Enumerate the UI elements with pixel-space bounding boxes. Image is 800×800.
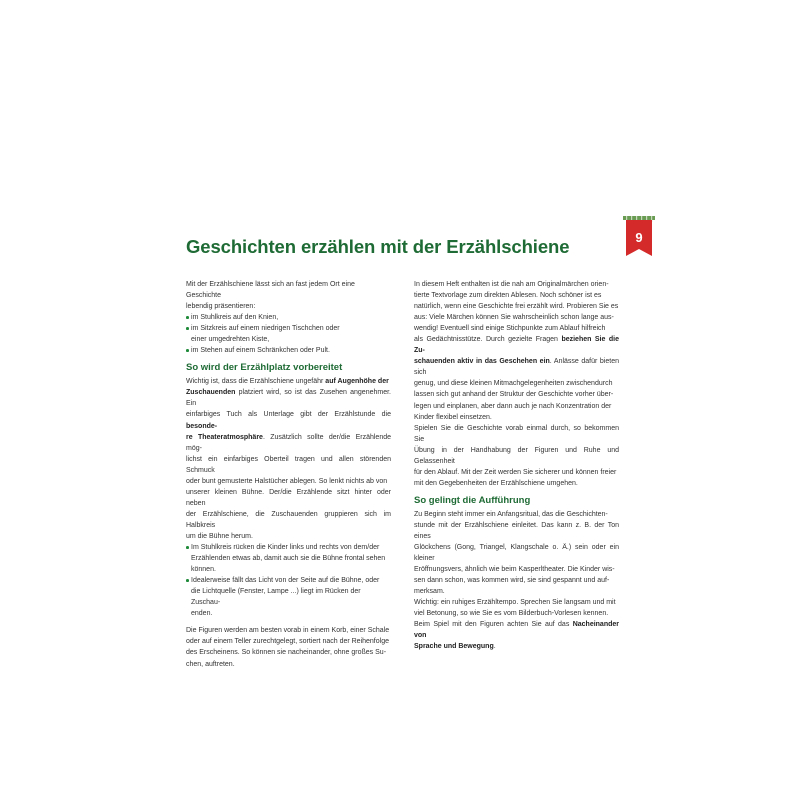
- bold-text: schauenden aktiv in das Geschehen ein: [414, 358, 550, 366]
- text-line: der Erzählschiene, die Zuschauenden gruppieren sich im Halbkreis: [186, 510, 391, 529]
- bold-text: Nacheinander von: [414, 621, 619, 640]
- section-heading: So wird der Erzählplatz vorbereitet: [186, 362, 343, 374]
- text-line: oder bunt gemusterte Halstücher ablegen. So lenkt nichts ab von: [186, 477, 388, 485]
- bold-text: besonde-: [186, 422, 218, 430]
- text-span: .: [493, 643, 496, 651]
- text-line: Im Stuhlkreis rücken die Kinder links und rechts von dem/der: [191, 544, 380, 552]
- text-span: einfarbiges Tuch als Unterlage gibt der Erzählstunde die: [186, 411, 391, 419]
- text-line: lassen sich gut anhand der Struktur der Geschichte vorher über-: [414, 391, 614, 399]
- body-paragraph: [186, 625, 391, 669]
- text-line: aus: Viele Märchen können Sie wahrscheinlich schon lange aus-: [414, 314, 614, 322]
- text-line: enden.: [191, 610, 213, 618]
- list-item: im Stuhlkreis auf den Knien,: [186, 312, 391, 323]
- text-line: um die Bühne herum.: [186, 532, 253, 540]
- intro-paragraph: [186, 279, 391, 312]
- text-line: Wichtig: ein ruhiges Erzähltempo. Sprechen Sie langsam und mit: [414, 599, 616, 607]
- text-line: In diesem Heft enthalten ist die nah am Originalmärchen orien-: [414, 281, 609, 288]
- body-paragraph: [414, 279, 619, 489]
- list-item-continuation: einer umgedrehten Kiste,: [191, 336, 270, 344]
- text-line: mit den Gegebenheiten der Erzählschiene umgehen.: [414, 479, 578, 487]
- text-line: legen und einplanen, aber dann auch je nach Konzentration der: [414, 402, 612, 410]
- text-line: für den Ablauf. Mit der Zeit werden Sie sicherer und können freier: [414, 468, 617, 476]
- text-line: Mit der Erzählschiene lässt sich an fast jedem Ort eine Geschichte: [186, 281, 355, 300]
- text-line: viel Betonung, so wie Sie es vom Bilderbuch-Vorlesen kennen.: [414, 610, 609, 618]
- text-line: genug, und diese kleinen Mitmachgelegenheiten zwischendurch: [414, 380, 613, 388]
- text-line: Glöckchens (Gong, Triangel, Klangschale o. Ä.) sein oder ein kleiner: [414, 544, 619, 563]
- list-item: [186, 575, 391, 619]
- list-item: im Stehen auf einem Schränkchen oder Pult.: [186, 345, 391, 356]
- text-line: chen, auftreten.: [186, 660, 235, 668]
- text-line: Kinder flexibel einsetzen.: [414, 413, 492, 421]
- list-item: [186, 542, 391, 575]
- text-line: natürlich, wenn eine Geschichte frei erzählt wird. Probieren Sie es: [414, 303, 619, 311]
- text-line: tierte Textvorlage zum direkten Ablesen. Noch schöner ist es: [414, 292, 602, 300]
- left-column: [186, 279, 391, 670]
- bold-text: Zuschauenden: [186, 389, 236, 397]
- bold-text: Sprache und Bewegung: [414, 643, 494, 651]
- text-span: als Gedächtnisstütze. Durch gezielte Fragen: [414, 336, 562, 344]
- text-line: Übung in der Handhabung der Figuren und Ruhe und Gelassenheit: [414, 446, 619, 465]
- section-heading: So gelingt die Aufführung: [414, 494, 531, 506]
- page-number-badge: [623, 216, 655, 260]
- text-line: Eröffnungsvers, ähnlich wie beim Kasperltheater. Die Kinder wis-: [414, 566, 615, 574]
- right-column: [414, 279, 619, 653]
- body-paragraph: [186, 376, 391, 542]
- text-span: . Anlässe dafür bieten sich: [414, 358, 619, 377]
- text-line: wendig! Eventuell sind einige Stichpunkte zum Ablauf hilfreich: [414, 325, 606, 333]
- bold-text: re Theateratmosphäre: [186, 433, 263, 441]
- text-line: Die Figuren werden am besten vorab in einem Korb, einer Schale: [186, 627, 390, 635]
- setup-list: [186, 542, 391, 619]
- list-item: im Sitzkreis auf einem niedrigen Tischchen oder: [186, 323, 391, 334]
- body-paragraph: [414, 509, 619, 653]
- text-line: Erzählenden etwas ab, damit auch sie die Bühne frontal sehen: [191, 555, 386, 563]
- text-line: die Lichtquelle (Fenster, Lampe ...) liegt im Rücken der Zuschau-: [191, 588, 361, 607]
- text-line: Idealerweise fällt das Licht von der Seite auf die Bühne, oder: [191, 577, 380, 585]
- text-line: des Erscheinens. So können sie nacheinander, ohne großes Su-: [186, 649, 387, 657]
- text-line: können.: [191, 566, 216, 574]
- text-line: oder auf einem Teller zurechtgelegt, sortiert nach der Reihenfolge: [186, 638, 389, 646]
- text-span: . Zusätzlich sollte der/die Erzählende mög-: [186, 433, 391, 452]
- text-line: lichst ein einfarbiges Oberteil tragen und allen störenden Schmuck: [186, 455, 391, 474]
- text-line: lebendig präsentieren:: [186, 303, 256, 311]
- text-span: Beim Spiel mit den Figuren achten Sie auf das: [414, 621, 573, 629]
- text-line: unserer kleinen Bühne. Der/die Erzählende sitzt hinter oder neben: [186, 488, 391, 507]
- text-span: platziert wird, so ist das Zusehen angenehmer. Ein: [186, 389, 391, 408]
- location-list: [186, 312, 391, 356]
- text-line: Spielen Sie die Geschichte vorab einmal durch, so bekommen Sie: [414, 424, 619, 443]
- page-number: 9: [635, 230, 643, 245]
- text-line: stunde mit der Erzählschiene einleitet. Das kann z. B. der Ton eines: [414, 521, 619, 540]
- text-line: merksam.: [414, 588, 445, 596]
- text-line: sen dann schon, was kommen wird, sie sind gespannt und auf-: [414, 577, 610, 585]
- text-line: Zu Beginn steht immer ein Anfangsritual, das die Geschichten-: [414, 510, 608, 518]
- page-title: Geschichten erzählen mit der Erzählschiene: [186, 236, 570, 257]
- bold-text: auf Augenhöhe der: [325, 378, 389, 386]
- text-span: Wichtig ist, dass die Erzählschiene ungefähr: [186, 378, 326, 386]
- bold-text: beziehen Sie die Zu-: [414, 336, 619, 355]
